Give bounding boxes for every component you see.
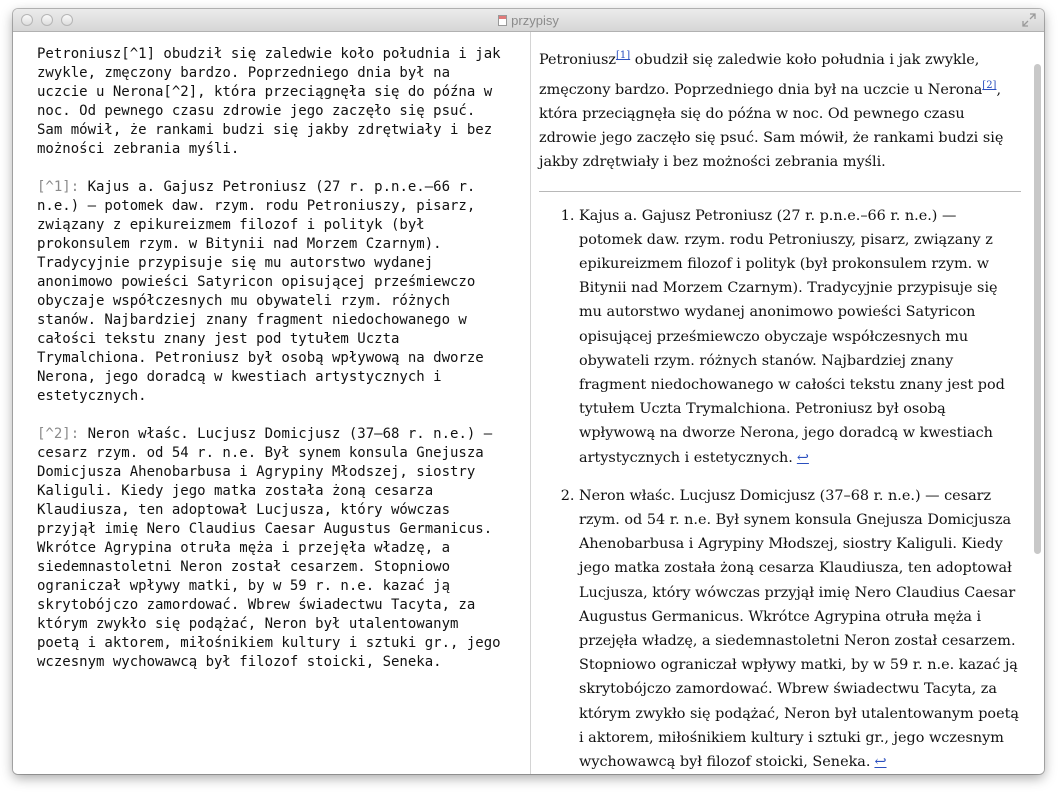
preview-paragraph [539,42,1021,175]
footnote-list [539,204,1021,774]
editor-footnote-1[interactable] [37,178,507,406]
preview-pane[interactable] [531,32,1044,774]
footnote-1-text: Kajus a. Gajusz Petroniusz (27 r. p.n.e.–66 r. n.e.) — potomek daw. rzym. rodu Petroniuszy, pisarz, związany z epikureizmem filozof i polityk (był prokonsulem rzym. w Bitynii nad Morzem Czarnym). Tradycyjnie przypisuje się mu autorstwo wydanej anonimowo powieści Satyricon opisującej prześmiewczo obyczaje współczesnych mu obywateli rzym. różnych stanów. Najbardziej znany fragment niedochowanego w całości tekstu znany jest pod tytułem Uczta Trymalchiona. Petroniusz był osobą wpływową na dworze Nerona, jego doradcą w kwestiach artystycznych i estetycznych. [579,207,1005,466]
footnote-item [579,484,1021,774]
window-title: przypisy [511,13,559,28]
footnote-ref-1[interactable]: [1] [615,50,631,61]
markdown-editor[interactable] [37,45,507,691]
fullscreen-icon[interactable] [1022,13,1036,27]
footnote-ref-2[interactable]: [2] [982,80,997,91]
footnote-1-marker: [^1]: [37,179,80,195]
footnote-2-backref-icon[interactable]: ↩ [874,754,887,771]
title-bar[interactable] [13,9,1044,32]
app-window [13,9,1044,774]
preview-scrollbar[interactable] [1034,64,1041,554]
preview-text-a: Petroniusz [539,51,616,68]
footnote-2-source: Neron właśc. Lucjusz Domicjusz (37–68 r. n.e.) — cesarz rzym. od 54 r. n.e. Był synem konsula Gnejusza Domicjusza Ahenobarbusa i Agrypiny Młodszej, siostry Kaliguli. Kiedy jego matka została żoną cesarza Klaudiusza, ten adoptował Lucjusza, który wówczas przyjął imię Nero Claudius Caesar Augustus Germanicus. Wkrótce Agrypina otruła męża i przejęła władzę, a siedemnastoletni Neron został cesarzem. Stopniowo ograniczał wpływy matki, by w 59 r. n.e. kazać ją skrytobójczo zamordować. Wbrew świadectwu Tacyta, za którym zwykło się podążać, Neron był utalentowanym poetą i aktorem, miłośnikiem kultury i sztuki gr., jego wczesnym wychowawcą był filozof stoicki, Seneka. [37,426,501,670]
editor-paragraph[interactable]: Petroniusz[^1] obudził się zaledwie koło południa i jak zwykle, zmęczony bardzo. Poprzedniego dnia był na uczcie u Nerona[^2], która przeciągnęła się do późna w noc. Od pewnego czasu zdrowie jego zaczęło się psuć. Sam mówił, że rankami budzi się jakby zdrętwiały i bez możności zebrania myśli. [37,46,501,157]
footnote-2-marker: [^2]: [37,426,80,442]
preview-content [539,42,1021,774]
footnote-1-backref-icon[interactable]: ↩ [796,449,809,466]
footnote-item [579,204,1021,470]
preview-text-c: , która przeciągnęła się do późna w noc. Od pewnego czasu zdrowie jego zaczęło się psuć. Sam mówił, że rankami budzi się jakby zdrętwiały i bez możności zebrania myśli. [539,81,1004,171]
editor-footnote-2[interactable] [37,425,507,672]
footnote-2-text: Neron właśc. Lucjusz Domicjusz (37–68 r. n.e.) — cesarz rzym. od 54 r. n.e. Był synem konsula Gnejusza Domicjusza Ahenobarbusa i Agrypiny Młodszej, siostry Kaliguli. Kiedy jego matka została żoną cesarza Klaudiusza, ten adoptował Lucjusza, który wówczas przyjął imię Nero Claudius Caesar Augustus Germanicus. Wkrótce Agrypina otruła męża i przejęła władzę, a siedemnastoletni Neron został cesarzem. Stopniowo ograniczał wpływy matki, by w 59 r. n.e. kazać ją skrytobójczo zamordować. Wbrew świadectwu Tacyta, za którym zwykło się podążać, Neron był utalentowanym poetą i aktorem, miłośnikiem kultury i sztuki gr., jego wczesnym wychowawcą był filozof stoicki, Seneka. [579,487,1019,771]
document-icon [498,15,507,26]
footnotes-divider [539,191,1021,192]
markdown-editor-pane[interactable] [13,32,531,774]
window-title-area [13,13,1044,28]
preview-text-b: obudził się zaledwie koło południa i jak zwykle, zmęczony bardzo. Poprzedniego dnia był na uczcie u Nerona [539,51,983,98]
footnote-1-source: Kajus a. Gajusz Petroniusz (27 r. p.n.e.–66 r. n.e.) — potomek daw. rzym. rodu Petroniuszy, pisarz, związany z epikureizmem filozof i polityk (był prokonsulem rzym. w Bitynii nad Morzem Czarnym). Tradycyjnie przypisuje się mu autorstwo wydanej anonimowo powieści Satyricon opisującej prześmiewczo obyczaje współczesnych mu obywateli rzym. różnych stanów. Najbardziej znany fragment niedochowanego w całości tekstu znany jest pod tytułem Uczta Trymalchiona. Petroniusz był osobą wpływową na dworze Nerona, jego doradcą w kwestiach artystycznych i estetycznych. [37,179,484,404]
